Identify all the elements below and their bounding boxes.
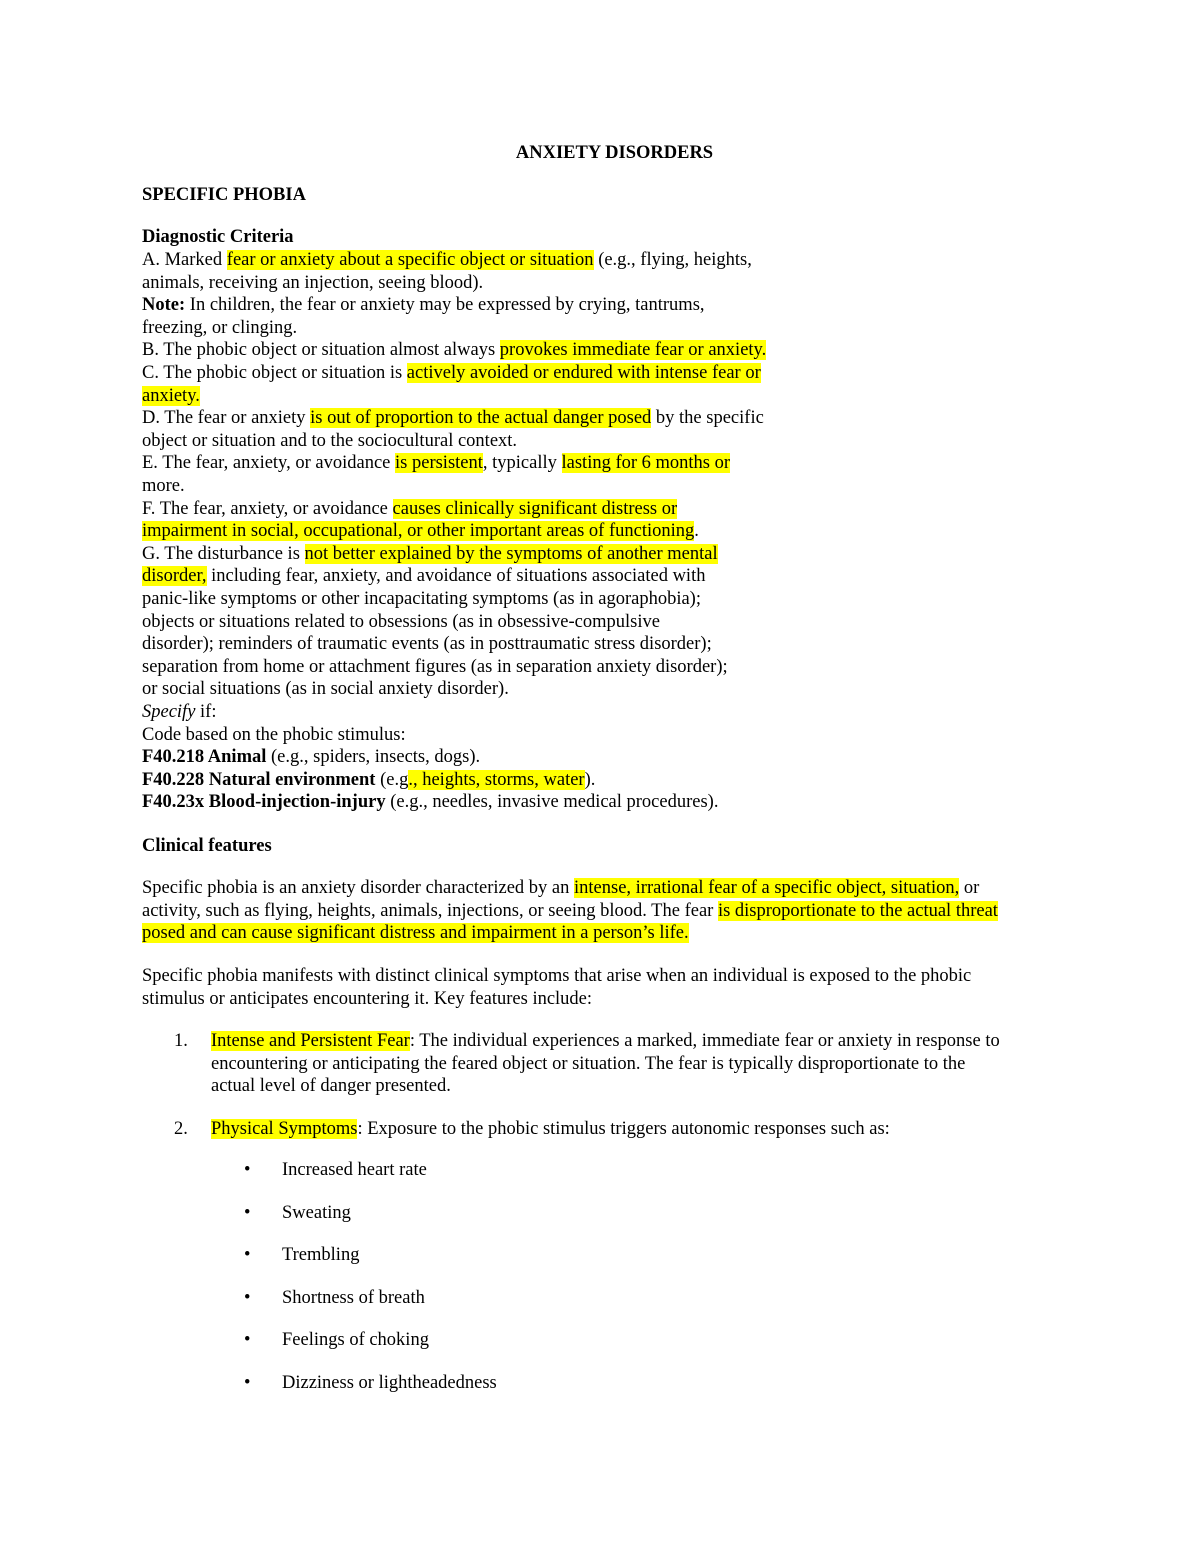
criteria-line: [142, 430, 517, 452]
criteria-line: [142, 656, 728, 678]
text-run: G. The disturbance is: [142, 543, 305, 564]
bullet-icon: •: [244, 1372, 251, 1393]
highlighted-text: not better explained by the symptoms of another mental: [304, 543, 718, 564]
criteria-line: [142, 475, 185, 497]
highlighted-text: actively avoided or endured with intense fear or: [406, 363, 761, 383]
bullet-icon: •: [244, 1287, 251, 1308]
highlighted-text: Intense and Persistent Fear: [211, 1031, 410, 1051]
highlighted-text: is out of proportion to the actual danger posed: [310, 408, 652, 429]
text-run: disorder); reminders of traumatic events (as in posttraumatic stress disorder);: [142, 634, 712, 655]
text-run: F40.23x Blood-injection-injury: [142, 792, 386, 813]
criteria-line: [142, 678, 509, 700]
criteria-line: [142, 272, 483, 294]
bullet-icon: •: [244, 1330, 251, 1350]
criteria-line: [142, 701, 217, 723]
bullet-icon: •: [244, 1160, 251, 1180]
clinical-features-heading: Clinical features: [142, 836, 272, 856]
criteria-line: [142, 633, 712, 655]
criteria-line: [142, 294, 705, 316]
text-run: C. The phobic object or situation is: [142, 363, 407, 383]
text-run: activity, such as flying, heights, animals, injections, or seeing blood. The fear: [142, 900, 718, 921]
criteria-line: [142, 385, 200, 407]
text-run: animals, receiving an injection, seeing blood).: [142, 272, 484, 293]
criteria-line: [142, 452, 730, 474]
highlighted-text: fear or anxiety about a specific object or situation: [226, 250, 594, 270]
text-run: D. The fear or anxiety: [142, 408, 311, 429]
text-run: or social situations (as in social anxiety disorder).: [142, 679, 509, 700]
paragraph-line: [142, 988, 592, 1010]
text-run: freezing, or clinging.: [142, 317, 298, 338]
criteria-line: [142, 498, 677, 520]
list-line: [211, 1075, 451, 1097]
list-number-1: 1.: [174, 1031, 188, 1051]
text-run: separation from home or attachment figures (as in separation anxiety disorder);: [142, 656, 728, 677]
text-run: (e.g., spiders, insects, dogs).: [266, 747, 481, 768]
bullet-item: Shortness of breath: [282, 1287, 425, 1308]
bullet-item: Trembling: [282, 1245, 360, 1265]
highlighted-text: posed and can cause significant distress and impairment in a person’s life.: [142, 923, 689, 944]
text-run: F. The fear, anxiety, or avoidance: [142, 498, 393, 519]
text-run: , typically: [482, 453, 562, 474]
text-run: : The individual experiences a marked, immediate fear or anxiety in response to: [409, 1031, 1000, 1051]
section-heading: SPECIFIC PHOBIA: [142, 185, 306, 205]
criteria-line: [142, 317, 297, 339]
highlighted-text: is disproportionate to the actual threat: [717, 900, 998, 921]
list-line: [211, 1053, 965, 1075]
text-run: Code based on the phobic stimulus:: [142, 724, 406, 745]
text-run: In children, the fear or anxiety may be expressed by crying, tantrums,: [185, 295, 705, 316]
text-run: actual level of danger presented.: [211, 1076, 451, 1097]
highlighted-text: anxiety.: [142, 385, 200, 406]
highlighted-text: ., heights, storms, water: [408, 769, 585, 790]
text-run: by the specific: [651, 408, 764, 429]
text-run: (e.g: [375, 769, 409, 790]
paragraph-line: [142, 900, 998, 922]
text-run: A. Marked: [142, 250, 227, 270]
text-run: or: [959, 878, 980, 898]
text-run: objects or situations related to obsessions (as in obsessive-compulsive: [142, 611, 660, 632]
highlighted-text: intense, irrational fear of a specific object, situation,: [574, 878, 960, 898]
criteria-line: [142, 339, 766, 361]
text-run: Note:: [142, 295, 186, 316]
highlighted-text: is persistent: [395, 453, 483, 474]
criteria-heading: Diagnostic Criteria: [142, 227, 294, 247]
criteria-line: [142, 746, 480, 768]
list-line: [211, 1030, 1000, 1052]
text-run: .: [694, 521, 699, 542]
text-run: stimulus or anticipates encountering it. Key features include:: [142, 988, 593, 1009]
criteria-line: [142, 611, 660, 633]
highlighted-text: Physical Symptoms: [211, 1119, 358, 1139]
bullet-item: Sweating: [282, 1202, 351, 1223]
paragraph-line: [142, 965, 971, 987]
bullet-icon: •: [244, 1245, 251, 1265]
text-run: including fear, anxiety, and avoidance of situations associated with: [206, 566, 706, 587]
text-run: B. The phobic object or situation almost always: [142, 340, 500, 361]
text-run: object or situation and to the sociocultural context.: [142, 430, 518, 451]
text-run: if:: [195, 702, 217, 722]
bullet-item: Increased heart rate: [282, 1160, 427, 1180]
text-run: Specific phobia is an anxiety disorder characterized by an: [142, 878, 575, 898]
highlighted-text: causes clinically significant distress or: [392, 498, 678, 519]
text-run: ).: [584, 769, 596, 790]
text-run: F40.218 Animal: [142, 747, 267, 768]
text-run: F40.228 Natural environment: [142, 769, 376, 790]
criteria-line: [142, 543, 718, 565]
paragraph-line: [142, 922, 689, 944]
criteria-line: [142, 362, 761, 384]
highlighted-text: disorder,: [142, 566, 207, 587]
criteria-line: [142, 565, 705, 587]
text-run: (e.g., needles, invasive medical procedures).: [385, 792, 719, 813]
text-run: : Exposure to the phobic stimulus triggers autonomic responses such as:: [357, 1119, 890, 1139]
bullet-item: Feelings of choking: [282, 1330, 429, 1350]
criteria-line: [142, 520, 699, 542]
document-title: ANXIETY DISORDERS: [515, 143, 714, 163]
text-run: Specific phobia manifests with distinct clinical symptoms that arise when an individual is exposed to the phobic: [142, 966, 972, 986]
criteria-line: [142, 588, 701, 610]
criteria-line: [142, 724, 406, 746]
highlighted-text: lasting for 6 months or: [561, 453, 731, 474]
paragraph-line: [142, 877, 979, 899]
text-run: E. The fear, anxiety, or avoidance: [142, 453, 396, 474]
bullet-icon: •: [244, 1202, 251, 1223]
criteria-line: [142, 769, 595, 791]
list-number-2: 2.: [174, 1119, 188, 1139]
highlighted-text: provokes immediate fear or anxiety.: [499, 340, 767, 361]
text-run: more.: [142, 476, 185, 496]
criteria-line: [142, 791, 718, 813]
text-run: (e.g., flying, heights,: [593, 250, 752, 270]
text-run: Specify: [142, 702, 196, 722]
text-run: encountering or anticipating the feared object or situation. The fear is typically disproportionate to the: [211, 1053, 966, 1074]
criteria-line: [142, 249, 752, 271]
bullet-item: Dizziness or lightheadedness: [282, 1372, 497, 1393]
text-run: panic-like symptoms or other incapacitating symptoms (as in agoraphobia);: [142, 589, 701, 609]
list-line: [211, 1118, 890, 1140]
highlighted-text: impairment in social, occupational, or other important areas of functioning: [142, 521, 695, 542]
criteria-line: [142, 407, 764, 429]
